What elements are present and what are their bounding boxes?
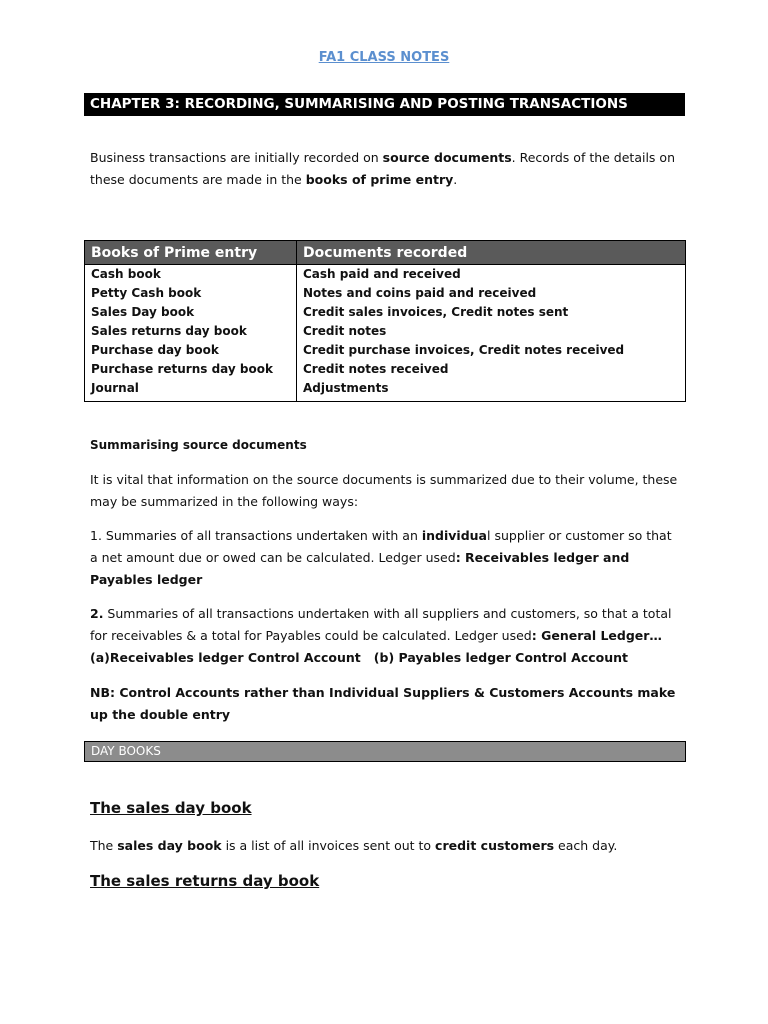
table-header-documents: Documents recorded [297,241,686,265]
table-cell: Purchase returns day book [85,360,297,379]
control-accounts-line: (a)Receivables ledger Control Account (b) Payables ledger Control Account [90,650,629,665]
table-cell: Purchase day book [85,341,297,360]
table-row [85,379,686,402]
sdb-text-2: is a list of all invoices sent out to [221,838,436,853]
sales-day-book-paragraph [90,835,682,857]
item2-text-1: Summaries of all transactions undertaken with all suppliers and customers, so that a total for receivables & a total for Payables could be calculated. Ledger used [90,606,672,643]
chapter-heading: CHAPTER 3: RECORDING, SUMMARISING AND POSTING TRANSACTIONS [84,93,685,116]
table-cell: Credit purchase invoices, Credit notes received [297,341,686,360]
intro-bold-2: books of prime entry [305,172,454,187]
sales-returns-day-book-heading: The sales returns day book [90,872,320,890]
table-cell: Sales Day book [85,303,297,322]
table-header-row [85,241,686,265]
item2-bold-1: : General Ledger… [531,628,662,643]
table-cell: Credit notes received [297,360,686,379]
item1-text-2: l supplier or customer so that a net amount due or owed can be calculated. Ledger used [90,528,672,565]
table-cell: Cash book [85,265,297,285]
document-title: FA1 CLASS NOTES [318,50,450,65]
item2-number: 2. [90,606,104,621]
day-books-section-bar: DAY BOOKS [84,741,686,762]
nb-note: NB: Control Accounts rather than Individual Suppliers & Customers Accounts make up the double entry [90,685,676,722]
table-row [85,341,686,360]
item1-text-1: 1. Summaries of all transactions undertaken with an [90,528,422,543]
sdb-bold-1: sales day book [117,838,222,853]
intro-text-1: Business transactions are initially recorded on [90,150,383,165]
summarising-heading: Summarising source documents [90,438,307,452]
table-row [85,284,686,303]
sales-day-book-heading: The sales day book [90,799,252,817]
sdb-bold-2: credit customers [435,838,555,853]
prime-entry-table [84,240,686,402]
summarising-paragraph: It is vital that information on the source documents is summarized due to their volume, these may be summarized in the following ways: [90,472,678,509]
intro-text-3: . [453,172,458,187]
table-cell: Petty Cash book [85,284,297,303]
item1-bold-2: : Receivables ledger and Payables ledger [90,550,630,587]
table-cell: Credit notes [297,322,686,341]
table-header-books: Books of Prime entry [85,241,297,265]
table-row [85,360,686,379]
table-cell: Notes and coins paid and received [297,284,686,303]
table-row [85,322,686,341]
table-cell: Journal [85,379,297,402]
table-cell: Adjustments [297,379,686,402]
table-cell: Credit sales invoices, Credit notes sent [297,303,686,322]
sdb-text-1: The [90,838,118,853]
summary-item-2 [90,603,682,669]
intro-text-2: . Records of the details on these documents are made in the [90,150,675,187]
table-row [85,303,686,322]
table-row [85,265,686,285]
item1-bold-1: individua [421,528,487,543]
intro-paragraph [90,147,682,191]
summary-item-1 [90,525,682,591]
intro-bold-1: source documents [382,150,512,165]
sdb-text-3: each day. [554,838,618,853]
table-cell: Cash paid and received [297,265,686,285]
table-cell: Sales returns day book [85,322,297,341]
